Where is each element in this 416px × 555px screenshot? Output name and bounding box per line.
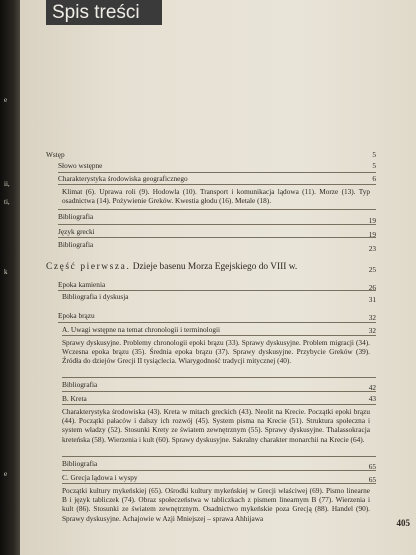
margin-fragment: ii, <box>4 180 10 188</box>
toc-entry: Epoka kamienia <box>58 280 106 289</box>
part-label: Część pierwsza. <box>46 262 131 272</box>
toc-page-number: 31 <box>368 295 376 304</box>
toc-entry: B. Kreta <box>62 394 87 403</box>
toc-entry: Bibliografia <box>58 240 94 249</box>
toc-page-number: 32 <box>368 326 376 335</box>
toc-entry-wstep: Wstęp <box>46 150 65 159</box>
margin-fragment: e <box>4 470 8 478</box>
page-number: 405 <box>396 518 410 528</box>
toc-page-number: 26 <box>368 283 376 292</box>
divider <box>62 391 376 392</box>
toc-subtopics: Charakterystyka środowiska (43). Kreta w mitach greckich (43). Neolit na Krecie. Początki epoki brązu (44). Początki pałaców i dalszy ich rozwój (45). System pisma na Krecie (51). Struktura społeczna i system władzy (52). Stosunki Krety ze światem zewnętrznym (55). Sprawy dyskusyjne. Thalassokracja kreteńska (58). Wierzenia i kult (60). Sprawy dyskusyjne. Sakralny charakter monarchii na Krecie (64). <box>62 407 370 444</box>
margin-fragment: ti, <box>4 198 10 206</box>
divider <box>62 456 376 457</box>
page-gutter <box>0 0 20 555</box>
divider <box>62 483 376 484</box>
toc-entry: C. Grecja lądowa i wyspy <box>62 473 138 482</box>
toc-entry: Język grecki <box>58 227 95 236</box>
divider <box>58 224 376 225</box>
toc-subtopics: Klimat (6). Uprawa roli (9). Hodowla (10). Transport i komunikacja lądowa (11). Morze (13). Typ osadnictwa (14). Pożywienie Greków. Kwestia głodu (16). Metale (18). <box>62 187 370 206</box>
toc-page-number: 19 <box>368 230 376 239</box>
margin-fragment: k <box>4 268 8 276</box>
toc-subtopics: Początki kultury mykeńskiej (65). Ośrodki kultury mykeńskiej w Grecji właściwej (69). Pismo linearne B i język tabliczek (74). Obraz społeczeństwa w tabliczkach z pismem linearnym B (77). Wierzenia i kult (86). Stosunki ze światem zewnętrznym. Osadnictwo mykeńskie poza Grecją (88). Handel (90). Sprawy dyskusyjne. Achajowie w Azji Mniejszej – sprawa Ahhijawa <box>62 486 370 523</box>
page-title: Spis treści <box>46 0 162 25</box>
divider <box>62 377 376 378</box>
toc-page-number: 65 <box>368 462 376 471</box>
part-heading <box>46 263 297 272</box>
toc-page-number: 6 <box>372 174 376 183</box>
toc-page-number: 19 <box>368 216 376 225</box>
toc-subtopics: Sprawy dyskusyjne. Problemy chronologii epoki brązu (33). Sprawy dyskusyjne. Problem migracji (34). Wczesna epoka brązu (35). Średnia epoka brązu (37). Sprawy dyskusyjne. Przybycie Greków (39). Źródła do dziejów Grecji II tysiąclecia. Wiarygodność tradycji mitycznej (40). <box>62 338 370 366</box>
divider <box>62 470 376 471</box>
toc-entry: A. Uwagi wstępne na temat chronologii i terminologii <box>62 325 221 334</box>
toc-entry: Charakterystyka środowiska geograficznego <box>58 174 188 183</box>
toc-page-number: 25 <box>368 265 376 274</box>
toc-entry: Bibliografia i dyskusja <box>62 292 129 301</box>
toc-page-number: 42 <box>368 383 376 392</box>
book-page <box>20 0 416 555</box>
divider <box>58 172 376 173</box>
toc-page-number: 5 <box>372 150 376 159</box>
margin-fragment: e <box>4 96 8 104</box>
divider <box>62 335 376 336</box>
divider <box>58 184 376 185</box>
divider <box>58 237 376 238</box>
toc-entry: Bibliografia <box>62 459 98 468</box>
toc-page-number: 23 <box>368 244 376 253</box>
toc-entry: Epoka brązu <box>58 311 95 320</box>
toc-entry: Bibliografia <box>58 212 94 221</box>
divider <box>62 404 376 405</box>
toc-page-number: 32 <box>368 313 376 322</box>
divider <box>58 290 376 291</box>
toc-page-number: 43 <box>368 394 376 403</box>
toc-page-number: 5 <box>372 161 376 170</box>
part-title: Dzieje basenu Morza Egejskiego do VIII w. <box>132 262 298 272</box>
divider <box>58 209 376 210</box>
toc-entry: Słowo wstępne <box>58 161 103 170</box>
toc-entry: Bibliografia <box>62 380 98 389</box>
toc-page-number: 65 <box>368 475 376 484</box>
divider <box>58 322 376 323</box>
